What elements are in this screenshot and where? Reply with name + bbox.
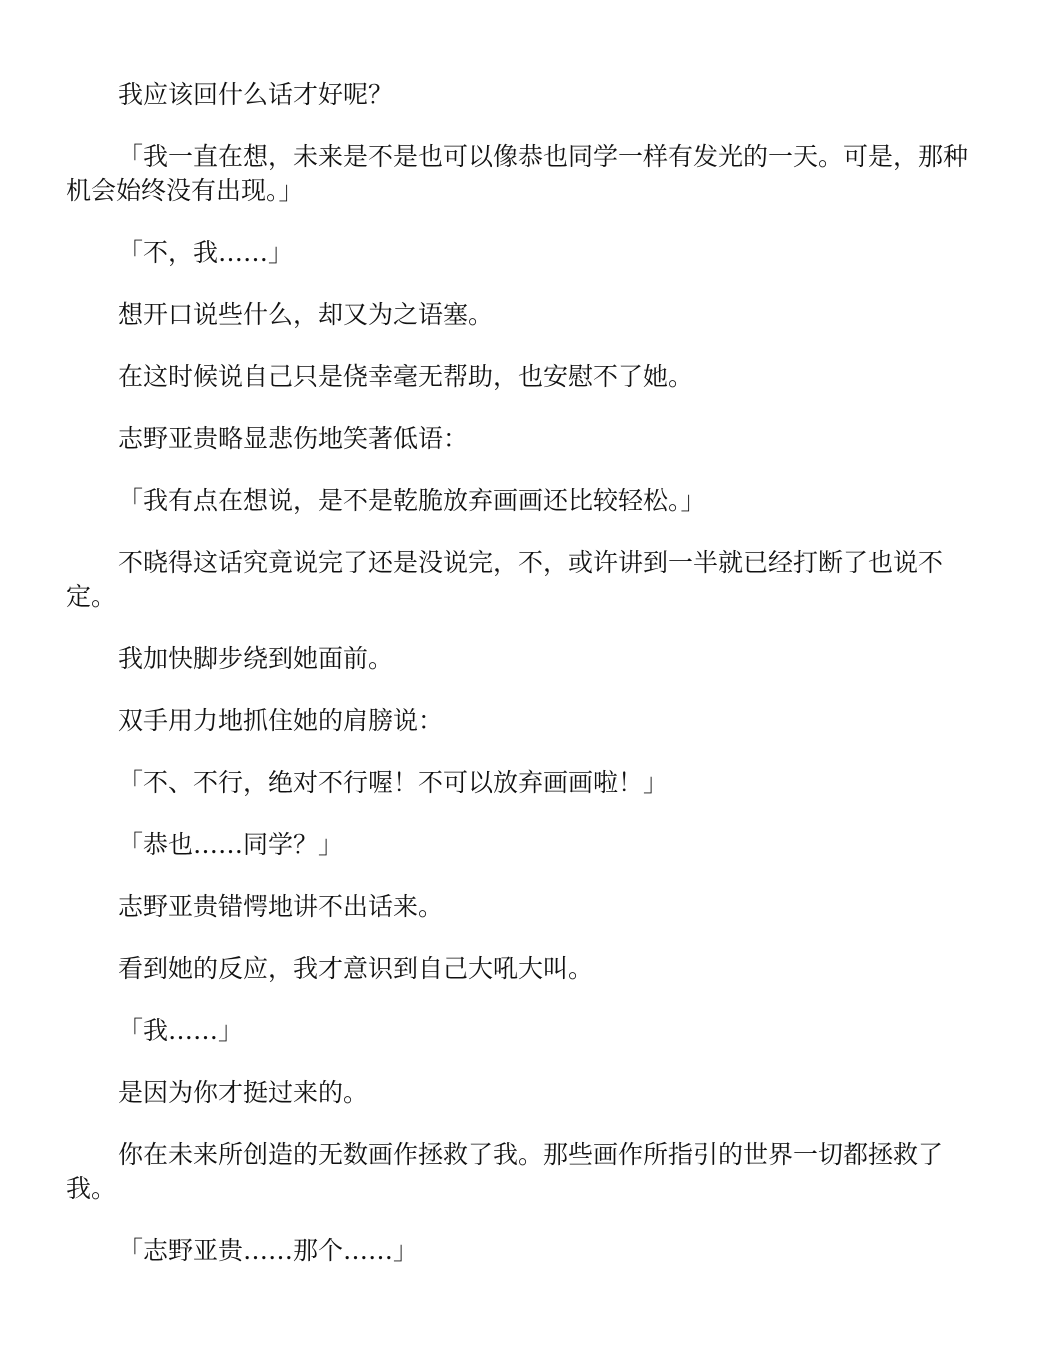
paragraph: 志野亚贵略显悲伤地笑著低语： bbox=[118, 424, 469, 453]
paragraph: 「不、不行，绝对不行喔！不可以放弃画画啦！」 bbox=[118, 768, 669, 797]
paragraph: 不晓得这话究竟说完了还是没说完，不，或许讲到一半就已经打断了也说不定。 bbox=[66, 548, 944, 611]
paragraph: 你在未来所创造的无数画作拯救了我。那些画作所指引的世界一切都拯救了我。 bbox=[66, 1140, 944, 1203]
paragraph: 我加快脚步绕到她面前。 bbox=[118, 644, 394, 673]
paragraph: 「不，我……」 bbox=[118, 238, 294, 267]
paragraph: 我应该回什么话才好呢？ bbox=[118, 80, 394, 109]
paragraph: 「我……」 bbox=[118, 1016, 244, 1045]
paragraph: 「我有点在想说，是不是乾脆放弃画画还比较轻松。」 bbox=[118, 486, 706, 515]
paragraph: 想开口说些什么，却又为之语塞。 bbox=[118, 300, 494, 329]
paragraph: 「恭也……同学？」 bbox=[118, 830, 344, 859]
paragraph: 看到她的反应，我才意识到自己大吼大叫。 bbox=[118, 954, 594, 983]
document-page bbox=[66, 78, 978, 1296]
paragraph: 「我一直在想，未来是不是也可以像恭也同学一样有发光的一天。可是，那种机会始终没有出现。」 bbox=[66, 142, 969, 205]
paragraph: 在这时候说自己只是侥幸毫无帮助，也安慰不了她。 bbox=[118, 362, 694, 391]
paragraph: 是因为你才挺过来的。 bbox=[118, 1078, 369, 1107]
paragraph: 志野亚贵错愕地讲不出话来。 bbox=[118, 892, 444, 921]
paragraph: 双手用力地抓住她的肩膀说： bbox=[118, 706, 444, 735]
paragraph: 「志野亚贵……那个……」 bbox=[118, 1236, 419, 1265]
